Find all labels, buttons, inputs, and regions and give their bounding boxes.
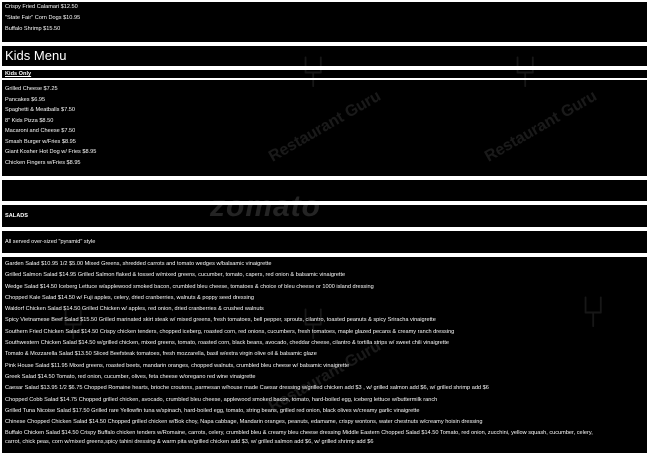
salads-items-band: [2, 257, 647, 453]
salad-item: Southern Fried Chicken Salad $14.50 Crispy chicken tenders, chopped iceberg, roasted corn, red onions, cucumbers, fresh tomatoes, maple glazed pecans & creamy ranch dressing: [5, 328, 455, 335]
salad-item: Caesar Salad $13.95 1/2 $6.75 Chopped Romaine hearts, brioche croutons, parmesan w/house made Caesar dressing w/grilled chicken add $3 , w/ grilled salmon add $6, w/ grilled shrimp add $6: [5, 385, 489, 392]
salad-item: Wedge Salad $14.50 Iceberg Lettuce w/applewood smoked bacon, crumbled bleu cheese, tomatoes & choice of bleu cheese or 1000 island dressing: [5, 283, 374, 290]
menu-item: Crispy Fried Calamari $12.50: [5, 4, 78, 10]
salad-item: Chopped Kale Salad $14.50 w/ Fuji apples, celery, dried cranberries, walnuts & poppy seed dressing: [5, 294, 254, 301]
salads-title: SALADS: [5, 213, 28, 219]
kids-only-band: [2, 70, 647, 78]
salad-item: carrot, chick peas, corn w/mixed greens,spicy tahini dressing & warm pita w/grilled chicken add $3, w/ grilled salmon add $6, w/ grilled shrimp add $6: [5, 438, 374, 445]
salads-note: All served over-sized "pyramid" style: [5, 239, 96, 245]
menu-item: Pancakes $6.95: [5, 96, 46, 103]
salad-item: Spicy Vietnamese Beef Salad $15.50 Grilled marinated skirt steak w/ mixed greens, fresh tomatoes, bell pepper, sprouts, cilantro, toasted peanuts & spicy Sriracha vinaigrette: [5, 317, 436, 324]
salad-item: Grilled Salmon Salad $14.95 Grilled Salmon flaked & tossed w/mixed greens, cucumber, tomato, capers, red onion & balsamic vinaigrette: [5, 272, 346, 279]
menu-item: Macaroni and Cheese $7.50: [5, 128, 76, 134]
kids-menu-header: [2, 46, 647, 66]
salads-note-band: [2, 231, 647, 253]
menu-item: "State Fair" Corn Dogs $10.95: [5, 15, 81, 21]
salad-item: Garden Salad $10.95 1/2 $5.00 Mixed Greens, shredded carrots and tomato wedges w/balsamic vinaigrette: [5, 261, 272, 267]
salad-item: Chinese Chopped Chicken Salad $14.50 Chopped grilled chicken w/Bok choy, Napa cabbage, Mandarin oranges, peanuts, edamame, crispy wontons, water chestnuts w/creamy hoisin dressing: [5, 419, 483, 426]
salad-item: Southwestern Chicken Salad $14.50 w/grilled chicken, mixed greens, tomato, roasted corn, black beans, avocado, cheddar cheese, cilantro & tortilla strips w/ sweet chili vinaigrette: [5, 340, 450, 347]
kids-items-band: [2, 80, 647, 176]
salads-header: [2, 205, 647, 227]
menu-item: Grilled Cheese $7.25: [5, 86, 58, 92]
salad-item: Greek Salad $14.50 Tomato, red onion, cucumber, olives, feta cheese w/oregano red wine vinaigrette: [5, 373, 256, 380]
salad-item: Waldorf Chicken Salad $14.50 Grilled Chicken w/ apples, red onion, dried cranberries & crushed walnuts: [5, 306, 264, 313]
menu-item: Spaghetti & Meatballs $7.50: [5, 107, 75, 113]
salad-item: Tomato & Mozzarella Salad $13.50 Sliced Beefsteak tomatoes, fresh mozzarella, basil w/extra virgin olive oil & balsamic glaze: [5, 351, 317, 358]
kids-menu-title: Kids Menu: [5, 48, 67, 63]
menu-item: Smash Burger w/Fries $8.95: [5, 138, 76, 145]
menu-item: 8" Kids Pizza $8.50: [5, 117, 54, 124]
appetizers-band: [2, 2, 647, 42]
menu-item: Buffalo Shrimp $15.50: [5, 26, 61, 32]
salad-item: Grilled Tuna Nicoise Salad $17.50 Grilled rare Yellowfin tuna w/spinach, hard-boiled egg, tomato, string beans, grilled red onion, black olives w/creamy garlic vinaigrette: [5, 407, 420, 414]
spacer-band: [2, 180, 647, 201]
salad-item: Pink House Salad $11.95 Mixed greens, roasted beets, mandarin oranges, chopped walnuts, crumbled bleu cheese w/ balsamic vinaigrette: [5, 362, 350, 369]
salad-item: Buffalo Chicken Salad $14.50 Crispy Buffalo chicken tenders w/Romaine, carrots, celery, crumbled bleu & creamy bleu cheese dressing Middle Eastern Chopped Salad $14.50 Tomato, red onion, zucchini, yellow squash, cucumber, celery,: [5, 430, 593, 437]
menu-item: Chicken Fingers w/Fries $8.95: [5, 159, 81, 166]
salad-item: Chopped Cobb Salad $14.75 Chopped grilled chicken, avocado, crumbled bleu cheese, applewood smoked bacon, tomato, hard-boiled egg, iceberg lettuce w/buttermilk ranch: [5, 396, 438, 403]
kids-only-label: Kids Only: [5, 71, 32, 77]
menu-item: Giant Kosher Hot Dog w/ Fries $8.95: [5, 149, 97, 155]
